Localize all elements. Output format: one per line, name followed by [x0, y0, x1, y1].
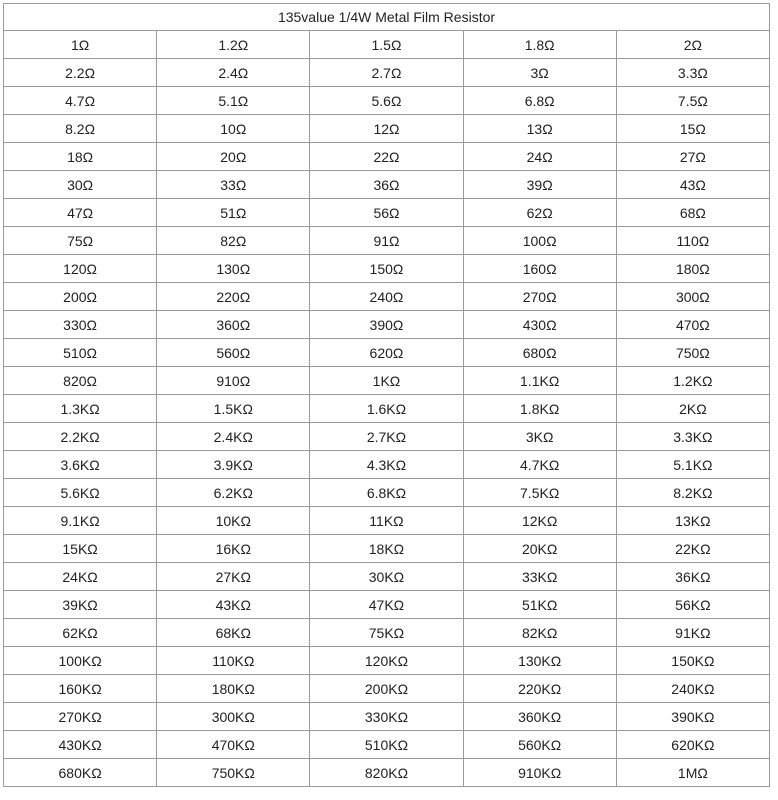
- resistor-value-cell: 6.8KΩ: [310, 479, 463, 507]
- resistor-value-cell: 130Ω: [157, 255, 310, 283]
- resistor-value-cell: 750KΩ: [157, 759, 310, 787]
- resistor-value-cell: 8.2Ω: [4, 115, 157, 143]
- resistor-value-cell: 2.2KΩ: [4, 423, 157, 451]
- resistor-value-cell: 18Ω: [4, 143, 157, 171]
- resistor-value-cell: 5.1Ω: [157, 87, 310, 115]
- resistor-value-cell: 4.7Ω: [4, 87, 157, 115]
- resistor-value-cell: 680Ω: [463, 339, 616, 367]
- resistor-value-cell: 620KΩ: [616, 731, 769, 759]
- table-row: [4, 255, 770, 283]
- table-row: [4, 283, 770, 311]
- resistor-value-cell: 180KΩ: [157, 675, 310, 703]
- resistor-value-cell: 82Ω: [157, 227, 310, 255]
- resistor-value-cell: 22KΩ: [616, 535, 769, 563]
- resistor-value-cell: 43KΩ: [157, 591, 310, 619]
- resistor-value-cell: 9.1KΩ: [4, 507, 157, 535]
- resistor-value-cell: 5.1KΩ: [616, 451, 769, 479]
- resistor-value-cell: 6.2KΩ: [157, 479, 310, 507]
- resistor-value-cell: 1.2Ω: [157, 31, 310, 59]
- resistor-value-cell: 240Ω: [310, 283, 463, 311]
- resistor-value-cell: 68KΩ: [157, 619, 310, 647]
- resistor-value-cell: 300KΩ: [157, 703, 310, 731]
- resistor-value-cell: 33Ω: [157, 171, 310, 199]
- resistor-value-cell: 30Ω: [4, 171, 157, 199]
- resistor-value-cell: 43Ω: [616, 171, 769, 199]
- title-row: [4, 4, 770, 31]
- resistor-value-cell: 110Ω: [616, 227, 769, 255]
- table-body: [4, 31, 770, 787]
- resistor-value-cell: 750Ω: [616, 339, 769, 367]
- resistor-value-cell: 110KΩ: [157, 647, 310, 675]
- resistor-value-cell: 220Ω: [157, 283, 310, 311]
- resistor-value-cell: 160KΩ: [4, 675, 157, 703]
- resistor-value-cell: 18KΩ: [310, 535, 463, 563]
- resistor-value-cell: 470Ω: [616, 311, 769, 339]
- table-row: [4, 367, 770, 395]
- resistor-value-cell: 100Ω: [463, 227, 616, 255]
- resistor-value-cell: 75Ω: [4, 227, 157, 255]
- table-row: [4, 591, 770, 619]
- resistor-value-cell: 120Ω: [4, 255, 157, 283]
- resistor-value-cell: 430Ω: [463, 311, 616, 339]
- resistor-value-cell: 430KΩ: [4, 731, 157, 759]
- resistor-value-cell: 47Ω: [4, 199, 157, 227]
- resistor-value-cell: 6.8Ω: [463, 87, 616, 115]
- resistor-value-cell: 820Ω: [4, 367, 157, 395]
- resistor-value-cell: 68Ω: [616, 199, 769, 227]
- resistor-value-cell: 330Ω: [4, 311, 157, 339]
- resistor-value-cell: 33KΩ: [463, 563, 616, 591]
- table-row: [4, 199, 770, 227]
- resistor-value-cell: 120KΩ: [310, 647, 463, 675]
- table-row: [4, 227, 770, 255]
- resistor-value-cell: 20Ω: [157, 143, 310, 171]
- resistor-value-cell: 16KΩ: [157, 535, 310, 563]
- resistor-value-cell: 150Ω: [310, 255, 463, 283]
- resistor-value-cell: 7.5KΩ: [463, 479, 616, 507]
- resistor-value-cell: 3.3KΩ: [616, 423, 769, 451]
- resistor-value-cell: 1.1KΩ: [463, 367, 616, 395]
- resistor-value-cell: 15Ω: [616, 115, 769, 143]
- table-row: [4, 87, 770, 115]
- resistor-value-cell: 1.2KΩ: [616, 367, 769, 395]
- resistor-value-cell: 62Ω: [463, 199, 616, 227]
- resistor-value-cell: 2KΩ: [616, 395, 769, 423]
- resistor-value-cell: 3Ω: [463, 59, 616, 87]
- table-row: [4, 31, 770, 59]
- resistor-value-cell: 8.2KΩ: [616, 479, 769, 507]
- resistor-value-cell: 330KΩ: [310, 703, 463, 731]
- resistor-value-cell: 360KΩ: [463, 703, 616, 731]
- resistor-value-cell: 200KΩ: [310, 675, 463, 703]
- resistor-value-cell: 47KΩ: [310, 591, 463, 619]
- resistor-value-cell: 24KΩ: [4, 563, 157, 591]
- resistor-value-cell: 39KΩ: [4, 591, 157, 619]
- resistor-value-cell: 130KΩ: [463, 647, 616, 675]
- resistor-value-cell: 36Ω: [310, 171, 463, 199]
- resistor-value-cell: 3.9KΩ: [157, 451, 310, 479]
- resistor-value-cell: 1.5KΩ: [157, 395, 310, 423]
- table-row: [4, 675, 770, 703]
- resistor-value-cell: 12KΩ: [463, 507, 616, 535]
- resistor-value-cell: 15KΩ: [4, 535, 157, 563]
- resistor-value-table: [3, 3, 770, 787]
- table-row: [4, 479, 770, 507]
- resistor-value-cell: 5.6KΩ: [4, 479, 157, 507]
- table-row: [4, 647, 770, 675]
- table-row: [4, 395, 770, 423]
- table-row: [4, 731, 770, 759]
- resistor-value-cell: 22Ω: [310, 143, 463, 171]
- resistor-value-cell: 7.5Ω: [616, 87, 769, 115]
- table-row: [4, 59, 770, 87]
- resistor-value-cell: 560KΩ: [463, 731, 616, 759]
- resistor-value-cell: 3KΩ: [463, 423, 616, 451]
- resistor-value-cell: 200Ω: [4, 283, 157, 311]
- resistor-value-cell: 2.2Ω: [4, 59, 157, 87]
- table-row: [4, 423, 770, 451]
- resistor-value-cell: 51Ω: [157, 199, 310, 227]
- resistor-value-cell: 13KΩ: [616, 507, 769, 535]
- table-row: [4, 507, 770, 535]
- resistor-value-cell: 27KΩ: [157, 563, 310, 591]
- resistor-value-cell: 620Ω: [310, 339, 463, 367]
- resistor-value-cell: 2.7KΩ: [310, 423, 463, 451]
- resistor-value-cell: 36KΩ: [616, 563, 769, 591]
- resistor-value-cell: 24Ω: [463, 143, 616, 171]
- resistor-value-cell: 3.3Ω: [616, 59, 769, 87]
- resistor-value-cell: 820KΩ: [310, 759, 463, 787]
- resistor-value-cell: 4.7KΩ: [463, 451, 616, 479]
- table-row: [4, 703, 770, 731]
- resistor-value-cell: 510KΩ: [310, 731, 463, 759]
- resistor-table-container: [3, 3, 770, 787]
- resistor-value-cell: 910Ω: [157, 367, 310, 395]
- resistor-value-cell: 91KΩ: [616, 619, 769, 647]
- table-row: [4, 171, 770, 199]
- resistor-value-cell: 270KΩ: [4, 703, 157, 731]
- resistor-value-cell: 2.7Ω: [310, 59, 463, 87]
- resistor-value-cell: 390Ω: [310, 311, 463, 339]
- resistor-value-cell: 56Ω: [310, 199, 463, 227]
- resistor-value-cell: 51KΩ: [463, 591, 616, 619]
- resistor-value-cell: 180Ω: [616, 255, 769, 283]
- resistor-value-cell: 390KΩ: [616, 703, 769, 731]
- resistor-value-cell: 11KΩ: [310, 507, 463, 535]
- resistor-value-cell: 2.4KΩ: [157, 423, 310, 451]
- resistor-value-cell: 1.8KΩ: [463, 395, 616, 423]
- resistor-value-cell: 82KΩ: [463, 619, 616, 647]
- resistor-value-cell: 1.6KΩ: [310, 395, 463, 423]
- resistor-value-cell: 2Ω: [616, 31, 769, 59]
- resistor-value-cell: 27Ω: [616, 143, 769, 171]
- table-row: [4, 759, 770, 787]
- resistor-value-cell: 2.4Ω: [157, 59, 310, 87]
- resistor-value-cell: 150KΩ: [616, 647, 769, 675]
- table-row: [4, 619, 770, 647]
- resistor-value-cell: 1Ω: [4, 31, 157, 59]
- resistor-value-cell: 39Ω: [463, 171, 616, 199]
- resistor-value-cell: 910KΩ: [463, 759, 616, 787]
- resistor-value-cell: 1KΩ: [310, 367, 463, 395]
- table-row: [4, 115, 770, 143]
- resistor-value-cell: 270Ω: [463, 283, 616, 311]
- resistor-value-cell: 510Ω: [4, 339, 157, 367]
- resistor-value-cell: 62KΩ: [4, 619, 157, 647]
- table-row: [4, 535, 770, 563]
- resistor-value-cell: 240KΩ: [616, 675, 769, 703]
- resistor-value-cell: 1.3KΩ: [4, 395, 157, 423]
- resistor-value-cell: 56KΩ: [616, 591, 769, 619]
- resistor-value-cell: 20KΩ: [463, 535, 616, 563]
- resistor-value-cell: 30KΩ: [310, 563, 463, 591]
- resistor-value-cell: 1.8Ω: [463, 31, 616, 59]
- resistor-value-cell: 300Ω: [616, 283, 769, 311]
- resistor-value-cell: 160Ω: [463, 255, 616, 283]
- table-row: [4, 143, 770, 171]
- resistor-value-cell: 220KΩ: [463, 675, 616, 703]
- resistor-value-cell: 560Ω: [157, 339, 310, 367]
- resistor-value-cell: 680KΩ: [4, 759, 157, 787]
- resistor-value-cell: 10KΩ: [157, 507, 310, 535]
- resistor-value-cell: 5.6Ω: [310, 87, 463, 115]
- resistor-value-cell: 12Ω: [310, 115, 463, 143]
- table-row: [4, 563, 770, 591]
- resistor-value-cell: 1.5Ω: [310, 31, 463, 59]
- resistor-value-cell: 470KΩ: [157, 731, 310, 759]
- resistor-value-cell: 3.6KΩ: [4, 451, 157, 479]
- resistor-value-cell: 360Ω: [157, 311, 310, 339]
- resistor-value-cell: 75KΩ: [310, 619, 463, 647]
- resistor-value-cell: 4.3KΩ: [310, 451, 463, 479]
- table-title: 135value 1/4W Metal Film Resistor: [4, 4, 770, 31]
- resistor-value-cell: 91Ω: [310, 227, 463, 255]
- resistor-value-cell: 100KΩ: [4, 647, 157, 675]
- resistor-value-cell: 10Ω: [157, 115, 310, 143]
- table-row: [4, 451, 770, 479]
- table-row: [4, 311, 770, 339]
- resistor-value-cell: 13Ω: [463, 115, 616, 143]
- table-row: [4, 339, 770, 367]
- resistor-value-cell: 1MΩ: [616, 759, 769, 787]
